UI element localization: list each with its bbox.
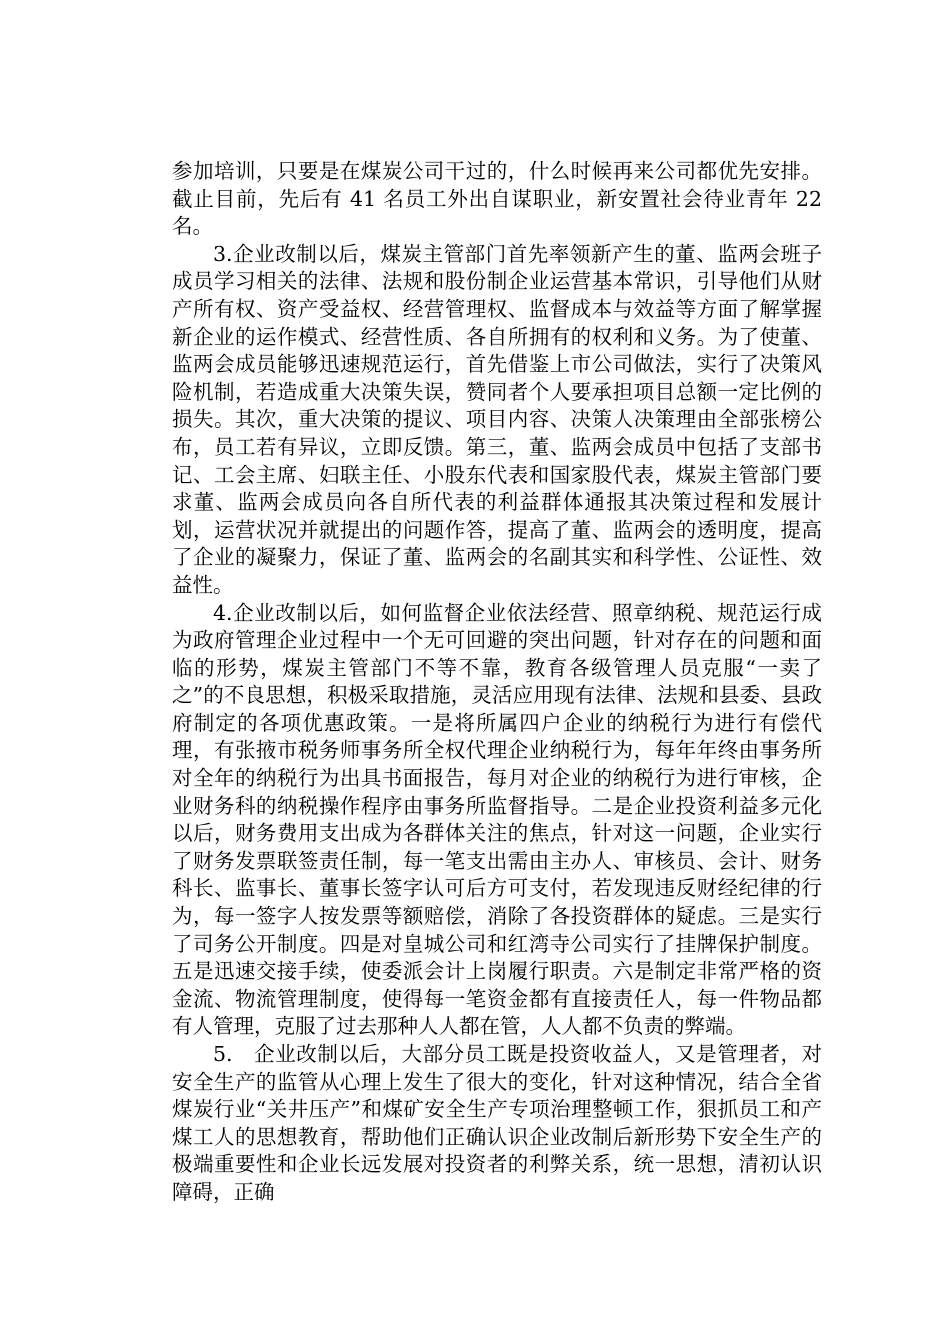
paragraph-3: 4.企业改制以后，如何监督企业依法经营、照章纳税、规范运行成为政府管理企业过程中一个无可回避的突出问题，针对存在的问题和面临的形势，煤炭主管部门不等不靠，教育各级管理人员克服“一卖了之”的不良思想，积极采取措施，灵活应用现有法律、法规和县委、县政府制定的各项优惠政策。一是将所属四户企业的纳税行为进行有偿代理，有张掖市税务师事务所全权代理企业纳税行为，每年年终由事务所对全年的纳税行为出具书面报告，每月对企业的纳税行为进行审核，企业财务科的纳税操作程序由事务所监督指导。二是企业投资利益多元化以后，财务费用支出成为各群体关注的焦点，针对这一问题，企业实行了财务发票联签责任制，每一笔支出需由主办人、审核员、会计、财务科长、监事长、董事长签字认可后方可支付，若发现违反财经纪律的行为，每一签字人按发票等额赔偿，消除了各投资群体的疑虑。三是实行了司务公开制度。四是对皇城公司和红湾寺公司实行了挂牌保护制度。五是迅速交接手续，使委派会计上岗履行职责。六是制定非常严格的资金流、物流管理制度，使得每一笔资金都有直接责任人，每一件物品都有人管理，克服了过去那种人人都在管，人人都不负责的弊端。	[172, 600, 822, 1039]
paragraph-4: 5. 企业改制以后，大部分员工既是投资收益人，又是管理者，对安全生产的监管从心理上发生了很大的变化，针对这种情况，结合全省煤炭行业“关井压产”和煤矿安全生产专项治理整顿工作，狠抓员工和产煤工人的思想教育，帮助他们正确认识企业改制后新形势下安全生产的极端重要性和企业长远发展对投资者的利弊关系，统一思想，清初认识障碍，正确	[172, 1042, 822, 1204]
document-page	[172, 158, 822, 1207]
paragraph-1: 参加培训，只要是在煤炭公司干过的，什么时候再来公司都优先安排。截止目前，先后有 41 名员工外出自谋职业，新安置社会待业青年 22 名。	[172, 159, 822, 239]
paragraph-2: 3.企业改制以后，煤炭主管部门首先率领新产生的董、监两会班子成员学习相关的法律、法规和股份制企业运营基本常识，引导他们从财产所有权、资产受益权、经营管理权、监督成本与效益等方面了解掌握新企业的运作模式、经营性质、各自所拥有的权利和义务。为了使董、监两会成员能够迅速规范运行，首先借鉴上市公司做法，实行了决策风险机制，若造成重大决策失误，赞同者个人要承担项目总额一定比例的损失。其次，重大决策的提议、项目内容、决策人决策理由全部张榜公布，员工若有异议，立即反馈。第三，董、监两会成员中包括了支部书记、工会主席、妇联主任、小股东代表和国家股代表，煤炭主管部门要求董、监两会成员向各自所代表的利益群体通报其决策过程和发展计划，运营状况并就提出的问题作答，提高了董、监两会的透明度，提高了企业的凝聚力，保证了董、监两会的名副其实和科学性、公证性、效益性。	[172, 241, 822, 597]
